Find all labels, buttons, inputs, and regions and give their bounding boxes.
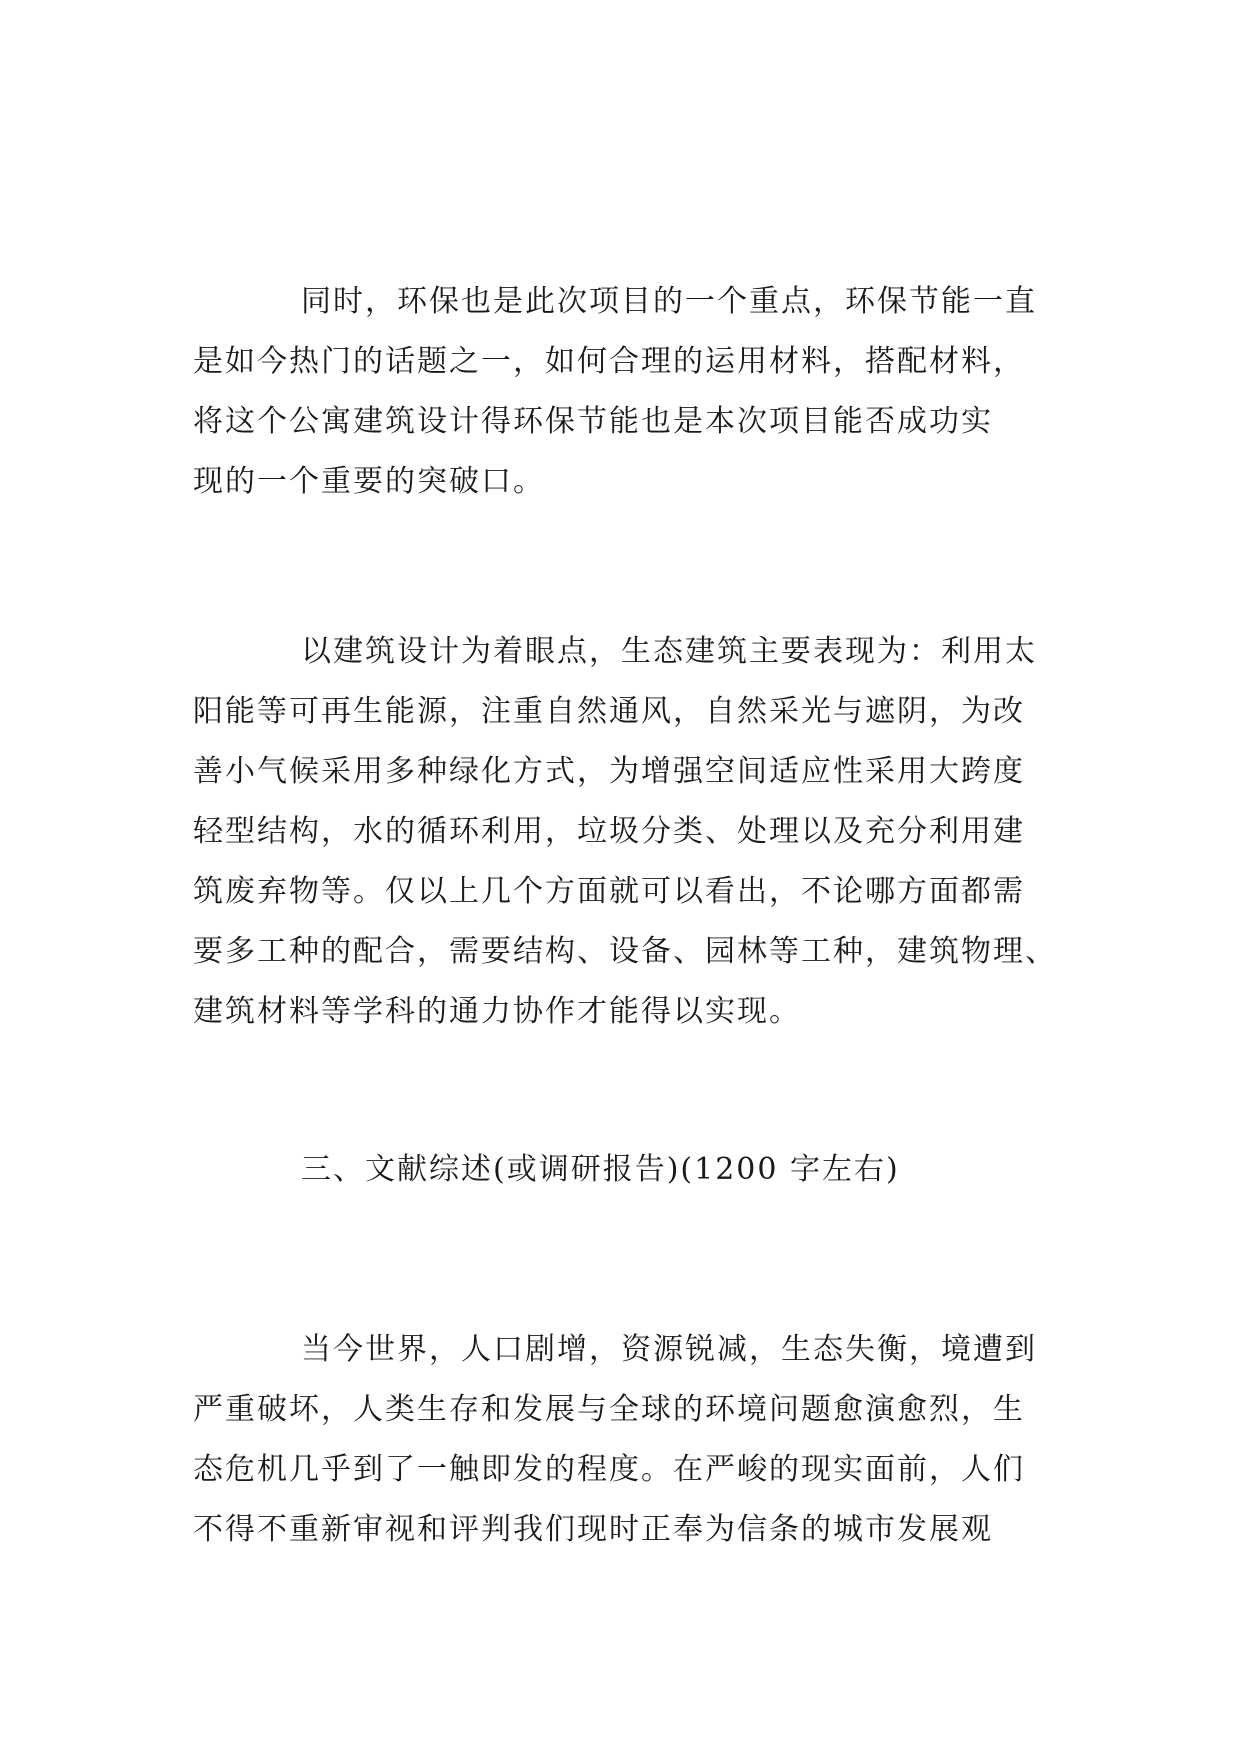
paragraph-line: 阳能等可再生能源，注重自然通风，自然采光与遮阴，为改 <box>193 694 1025 729</box>
paragraph-eco-architecture <box>193 622 1057 1042</box>
paragraph-line: 要多工种的配合，需要结构、设备、园林等工种，建筑物理、 <box>193 934 1057 969</box>
paragraph-line: 态危机几乎到了一触即发的程度。在严峻的现实面前，人们 <box>193 1452 1025 1487</box>
paragraph-line: 建筑材料等学科的通力协作才能得以实现。 <box>193 994 801 1029</box>
paragraph-line: 轻型结构，水的循环利用，垃圾分类、处理以及充分利用建 <box>193 814 1025 849</box>
paragraph-line: 是如今热门的话题之一，如何合理的运用材料，搭配材料， <box>193 344 1025 379</box>
paragraph-line: 严重破坏，人类生存和发展与全球的环境问题愈演愈烈，生 <box>193 1392 1025 1427</box>
paragraph-line: 以建筑设计为着眼点，生态建筑主要表现为：利用太 <box>301 634 1037 669</box>
paragraph-line: 将这个公寓建筑设计得环保节能也是本次项目能否成功实 <box>193 404 993 439</box>
paragraph-line: 现的一个重要的突破口。 <box>193 464 545 499</box>
paragraph-literature-review <box>193 1320 1053 1560</box>
paragraph-environmental-focus <box>193 272 1053 512</box>
section-heading-text: 三、文献综述(或调研报告)(1200 字左右) <box>301 1152 900 1187</box>
paragraph-line: 筑废弃物等。仅以上几个方面就可以看出，不论哪方面都需 <box>193 874 1025 909</box>
paragraph-line: 当今世界，人口剧增，资源锐减，生态失衡，境遭到 <box>301 1332 1037 1367</box>
paragraph-line: 同时，环保也是此次项目的一个重点，环保节能一直 <box>301 284 1037 319</box>
paragraph-line: 善小气候采用多种绿化方式，为增强空间适应性采用大跨度 <box>193 754 1025 789</box>
paragraph-line: 不得不重新审视和评判我们现时正奉为信条的城市发展观 <box>193 1512 993 1547</box>
section-heading <box>193 1140 1053 1200</box>
